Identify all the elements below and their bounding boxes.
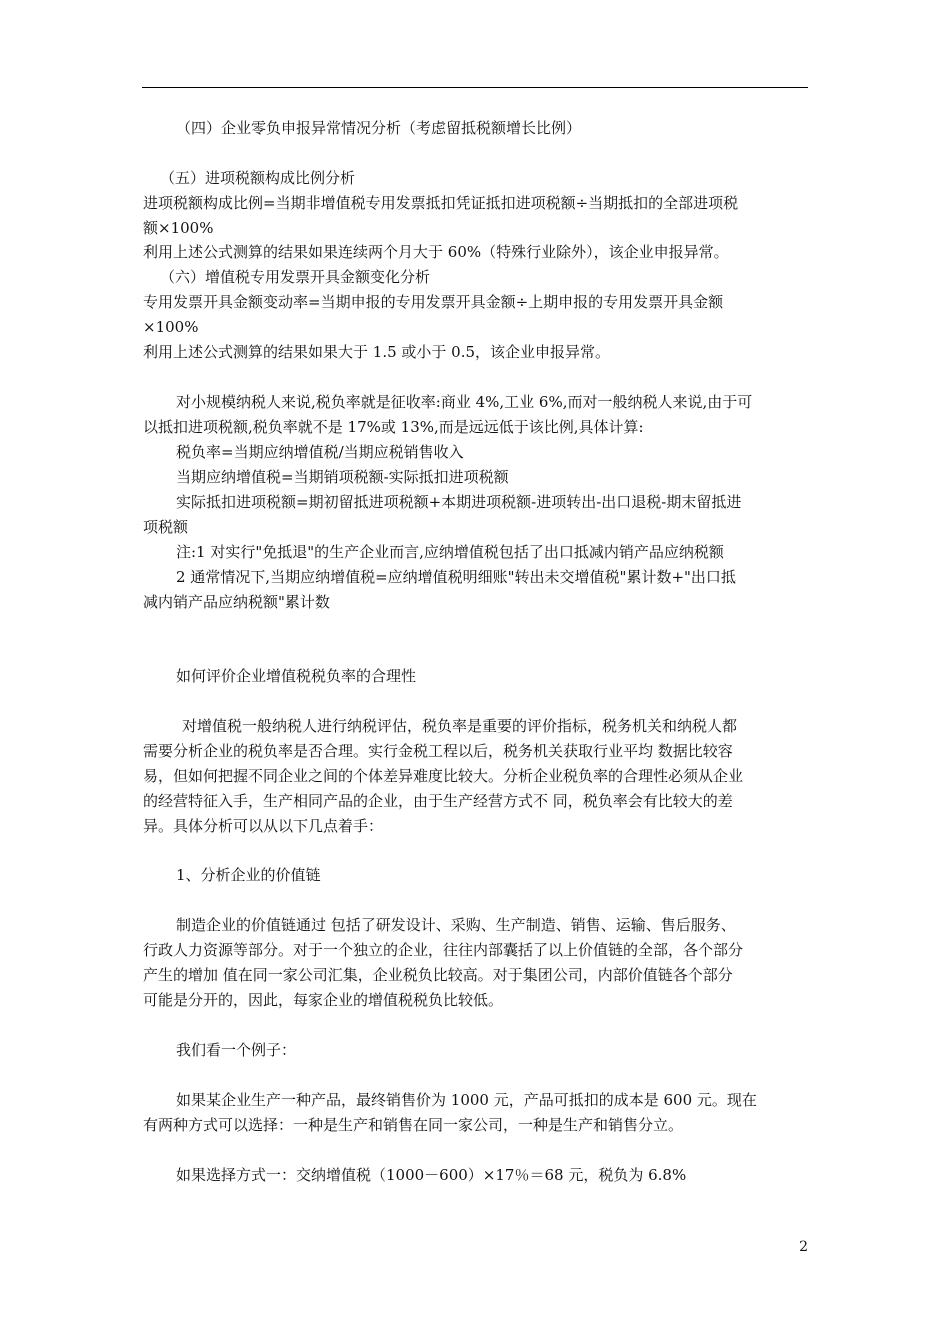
text-line: 对增值税一般纳税人进行纳税评估，税负率是重要的评价指标，税务机关和纳税人都 (182, 717, 738, 735)
section-heading-5: （五）进项税额构成比例分析 (160, 169, 356, 187)
text-line: 异。具体分析可以从以下几点着手： (143, 817, 384, 835)
text-line: 有两种方式可以选择：一种是生产和销售在同一家公司，一种是生产和销售分立。 (143, 1116, 684, 1134)
text-line: 专用发票开具金额变动率=当期申报的专用发票开具金额÷上期申报的专用发票开具金额 (143, 293, 724, 311)
text-line: 进项税额构成比例=当期非增值税专用发票抵扣凭证抵扣进项税额÷当期抵扣的全部进项税 (143, 194, 739, 212)
text-line: 如果选择方式一：交纳增值税（1000－600）×17％＝68 元，税负为 6.8% (176, 1166, 687, 1184)
note-line: 注:1 对实行"免抵退"的生产企业而言,应纳增值税包括了出口抵减内销产品应纳税额 (176, 543, 724, 561)
text-line: 行政人力资源等部分。对于一个独立的企业，往往内部囊括了以上价值链的全部，各个部分 (143, 941, 744, 959)
text-line: 利用上述公式测算的结果如果大于 1.5 或小于 0.5，该企业申报异常。 (143, 343, 611, 361)
text-line: 产生的增加 值在同一家公司汇集，企业税负比较高。对于集团公司，内部价值链各个部分 (143, 966, 733, 984)
text-line: 可能是分开的，因此，每家企业的增值税税负比较低。 (143, 991, 504, 1009)
header-rule (142, 87, 808, 88)
formula-line: 实际抵扣进项税额=期初留抵进项税额+本期进项税额-进项转出-出口退税-期末留抵进 (176, 493, 742, 511)
text-line: ×100% (143, 318, 199, 336)
text-line: 如果某企业生产一种产品，最终销售价为 1000 元，产品可抵扣的成本是 600 元。现在 (176, 1091, 757, 1109)
section-heading-6: （六）增值税专用发票开具金额变化分析 (160, 268, 431, 286)
text-line: 易，但如何把握不同企业之间的个体差异难度比较大。分析企业税负率的合理性必须从企业 (143, 767, 744, 785)
text-line: 利用上述公式测算的结果如果连续两个月大于 60%（特殊行业除外），该企业申报异常。 (143, 243, 729, 261)
text-line: 的经营特征入手，生产相同产品的企业，由于生产经营方式不 同，税负率会有比较大的差 (143, 792, 733, 810)
text-line: 我们看一个例子： (176, 1041, 297, 1059)
formula-line: 当期应纳增值税=当期销项税额-实际抵扣进项税额 (176, 468, 509, 486)
text-line: 制造企业的价值链通过 包括了研发设计、采购、生产制造、销售、运输、售后服务、 (176, 916, 736, 934)
section-heading-4: （四）企业零负申报异常情况分析（考虑留抵税额增长比例） (176, 119, 582, 137)
formula-line: 税负率=当期应纳增值税/当期应税销售收入 (176, 443, 464, 461)
note-line: 2 通常情况下,当期应纳增值税=应纳增值税明细账"转出未交增值税"累计数+"出口抵 (176, 568, 736, 586)
page-number: 2 (799, 1239, 808, 1255)
text-line: 项税额 (143, 518, 189, 536)
article-title: 如何评价企业增值税税负率的合理性 (176, 667, 417, 685)
text-line: 以抵扣进项税额,税负率就不是 17%或 13%,而是远远低于该比例,具体计算: (143, 418, 644, 436)
text-line: 额×100% (143, 219, 214, 237)
subheading: 1、分析企业的价值链 (176, 866, 321, 884)
text-line: 减内销产品应纳税额"累计数 (143, 593, 330, 611)
text-line: 需要分析企业的税负率是否合理。实行金税工程以后，税务机关获取行业平均 数据比较容 (143, 742, 733, 760)
text-line: 对小规模纳税人来说,税负率就是征收率:商业 4%,工业 6%,而对一般纳税人来说,由于可 (176, 393, 753, 411)
